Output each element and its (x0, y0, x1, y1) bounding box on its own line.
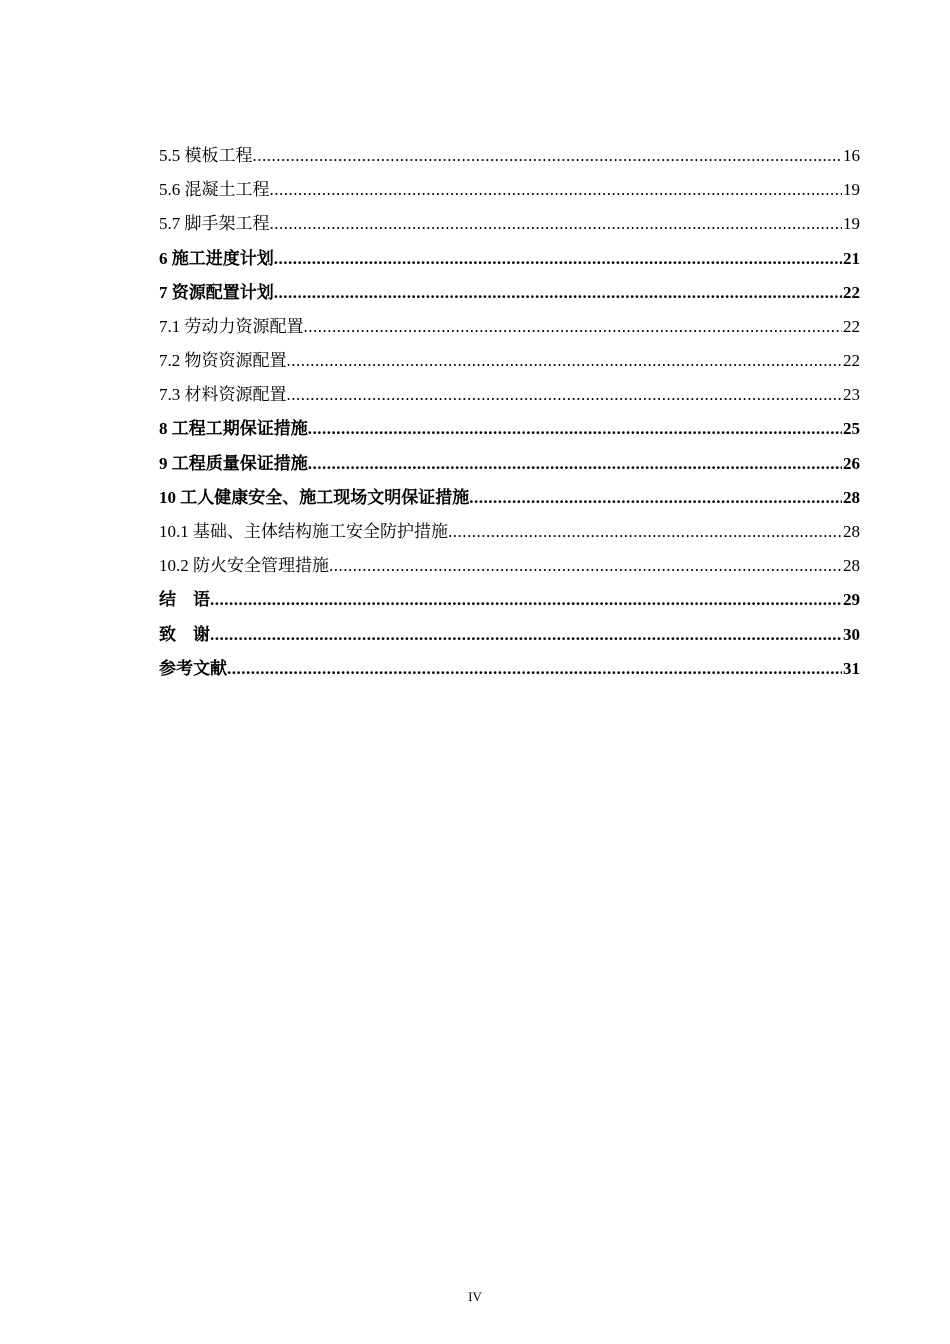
toc-entry-title: 7 资源配置计划 (159, 282, 274, 302)
toc-entry-page: 22 (843, 282, 860, 302)
toc-entry-title: 7.2 物资资源配置 (159, 351, 287, 371)
toc-dot-leader (227, 652, 842, 686)
toc-entry-title: 10 工人健康安全、施工现场文明保证措施 (159, 487, 470, 507)
toc-dot-leader (308, 412, 842, 446)
toc-dot-leader (210, 618, 842, 652)
toc-entry-title: 7.3 材料资源配置 (159, 385, 287, 405)
toc-entry-title: 结 语 (159, 590, 210, 610)
toc-dot-leader (270, 173, 843, 207)
toc-entry-page: 22 (843, 316, 860, 336)
toc-dot-leader (469, 481, 842, 515)
toc-entry-page: 19 (843, 180, 860, 200)
toc-entry-page: 31 (843, 658, 860, 678)
toc-entry-10[interactable] (159, 481, 860, 515)
toc-entry-7[interactable] (159, 276, 860, 310)
toc-entry-page: 28 (843, 487, 860, 507)
toc-dot-leader (448, 515, 842, 549)
toc-entry-page: 28 (843, 522, 860, 542)
toc-entry-title: 致 谢 (159, 624, 210, 644)
toc-entry-6[interactable] (159, 242, 860, 276)
toc-dot-leader (287, 344, 843, 378)
toc-entry-page: 22 (843, 351, 860, 371)
toc-entry-9[interactable] (159, 447, 860, 481)
toc-entry-title: 参考文献 (159, 658, 227, 678)
page-number: IV (468, 1289, 482, 1304)
toc-entry-page: 25 (843, 419, 860, 439)
toc-dot-leader (270, 207, 843, 241)
toc-entry-page: 23 (843, 385, 860, 405)
toc-entry-page: 30 (843, 624, 860, 644)
toc-entry-7-1[interactable] (159, 310, 860, 344)
toc-dot-leader (304, 310, 843, 344)
toc-dot-leader (329, 549, 842, 583)
toc-entry-title: 8 工程工期保证措施 (159, 419, 308, 439)
toc-entry-title: 7.1 劳动力资源配置 (159, 316, 304, 336)
toc-entry-7-2[interactable] (159, 344, 860, 378)
toc-dot-leader (308, 447, 842, 481)
toc-entry-page: 16 (843, 145, 860, 165)
toc-entry-10-1[interactable] (159, 515, 860, 549)
toc-entry-references[interactable] (159, 652, 860, 686)
toc-dot-leader (274, 242, 842, 276)
toc-entry-title: 5.5 模板工程 (159, 145, 253, 165)
toc-entry-page: 19 (843, 214, 860, 234)
toc-entry-page: 28 (843, 556, 860, 576)
toc-entry-title: 6 施工进度计划 (159, 248, 274, 268)
table-of-contents (159, 139, 860, 686)
toc-entry-10-2[interactable] (159, 549, 860, 583)
toc-entry-page: 29 (843, 590, 860, 610)
toc-entry-5-6[interactable] (159, 173, 860, 207)
toc-entry-page: 26 (843, 453, 860, 473)
toc-entry-page: 21 (843, 248, 860, 268)
toc-entry-title: 10.2 防火安全管理措施 (159, 556, 329, 576)
toc-dot-leader (274, 276, 842, 310)
toc-entry-conclusion[interactable] (159, 583, 860, 617)
toc-entry-title: 9 工程质量保证措施 (159, 453, 308, 473)
toc-entry-7-3[interactable] (159, 378, 860, 412)
toc-entry-title: 5.7 脚手架工程 (159, 214, 270, 234)
toc-entry-title: 10.1 基础、主体结构施工安全防护措施 (159, 522, 448, 542)
toc-entry-title: 5.6 混凝土工程 (159, 180, 270, 200)
toc-dot-leader (253, 139, 843, 173)
toc-entry-8[interactable] (159, 413, 860, 447)
toc-dot-leader (287, 378, 843, 412)
toc-dot-leader (210, 583, 842, 617)
toc-entry-acknowledgements[interactable] (159, 618, 860, 652)
toc-entry-5-7[interactable] (159, 207, 860, 241)
toc-entry-5-5[interactable] (159, 139, 860, 173)
